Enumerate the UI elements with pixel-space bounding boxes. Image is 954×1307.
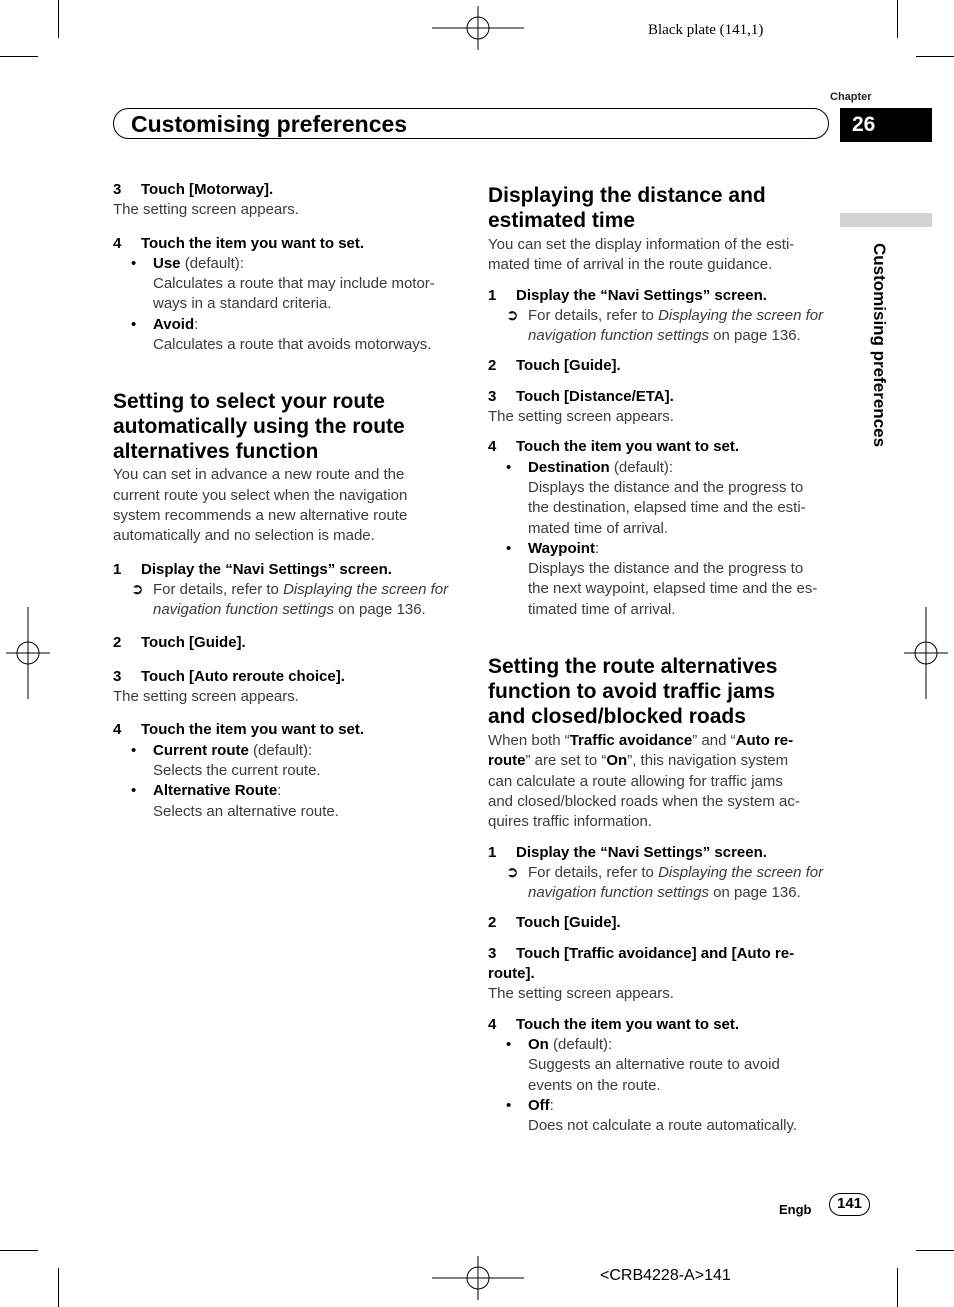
item-description: Does not calculate a route automatically. [528,1117,798,1135]
list-item: • Destination (default): [488,458,834,478]
bullet-icon: • [131,782,137,800]
bullet-icon: • [131,315,137,333]
body-text: The setting screen appears. [488,985,674,1003]
item-description: Selects an alternative route. [153,802,339,820]
list-item: • Off: [488,1096,834,1116]
step: 3 Touch [Distance/ETA]. [488,387,674,405]
item-description: Calculates a route that may include motor- [153,275,435,293]
list-item: • On (default): [488,1035,834,1055]
crop-mark [897,1268,898,1307]
side-tab-label: Customising preferences [870,243,889,448]
left-column [113,180,459,822]
section-heading: Displaying the distance and estimated time [488,184,766,232]
arrow-icon: ➲ [506,306,519,324]
bullet-icon: • [131,741,137,759]
arrow-icon: ➲ [506,863,519,881]
bullet-icon: • [506,458,512,476]
section-heading: Setting to select your route automatically using the route alternatives function [113,390,405,464]
item-description: Suggests an alternative route to avoid [528,1056,780,1074]
step: 4 Touch the item you want to set. [113,234,365,252]
crop-mark [916,1250,954,1251]
body-text: The setting screen appears. [113,688,299,706]
list-item: • Avoid: [113,315,459,335]
reference-note: ➲ For details, refer to Displaying the screen for navigation function settings on page 136. [506,306,824,345]
right-column [488,183,834,1136]
language-code: Engb [779,1202,812,1217]
item-description: Displays the distance and the progress to [528,478,804,496]
crop-mark [58,0,59,38]
body-text: You can set the display information of the esti- mated time of arrival in the route guidance. [488,236,795,274]
step: 4 Touch the item you want to set. [113,721,365,739]
chapter-label: Chapter [830,91,872,103]
step: 4 Touch the item you want to set. [488,438,740,456]
bullet-icon: • [506,1035,512,1053]
list-item: • Use (default): [113,254,459,274]
list-item: • Waypoint: [488,539,834,559]
page-number: 141 [829,1193,870,1216]
body-text: The setting screen appears. [113,201,299,219]
step: 3 Touch [Motorway]. [113,181,274,198]
registration-mark-icon [904,607,948,699]
registration-mark-icon [432,1256,524,1300]
bullet-icon: • [506,1096,512,1114]
section-heading: Setting the route alternatives function to avoid traffic jams and closed/blocked roads [488,655,778,729]
list-item: • Alternative Route: [113,781,459,801]
reference-note: ➲ For details, refer to Displaying the screen for navigation function settings on page 136. [131,580,449,619]
body-text: You can set in advance a new route and the current route you select when the navigation system recommends a new alternative route automatically and no selection is made. [113,466,408,545]
bullet-icon: • [506,539,512,557]
step: 4 Touch the item you want to set. [488,1015,740,1033]
crop-mark [58,1268,59,1307]
list-item: • Current route (default): [113,741,459,761]
item-description: mated time of arrival. [528,519,669,537]
item-description: the destination, elapsed time and the esti- [528,499,806,517]
page-title: Customising preferences [131,111,408,137]
crop-mark [0,56,38,57]
plate-label: Black plate (141,1) [648,22,764,38]
step: 2 Touch [Guide]. [488,914,621,932]
step: 3 Touch [Auto reroute choice]. [113,667,345,685]
crop-mark [916,56,954,57]
item-description: Displays the distance and the progress to [528,560,804,578]
body-text: The setting screen appears. [488,408,674,426]
print-code: <CRB4228-A>141 [600,1267,731,1284]
reference-note: ➲ For details, refer to Displaying the screen for navigation function settings on page 136. [506,863,824,902]
item-description: events on the route. [528,1076,661,1094]
step: 1 Display the “Navi Settings” screen. [488,286,767,304]
side-tab [840,213,932,227]
registration-mark-icon [6,607,50,699]
step: 3 Touch [Traffic avoidance] and [Auto re- route]. [488,944,795,983]
step: 1 Display the “Navi Settings” screen. [113,560,392,578]
item-description: Selects the current route. [153,761,321,779]
item-description: Calculates a route that avoids motorways. [153,336,432,354]
item-description: ways in a standard criteria. [153,295,332,313]
step: 1 Display the “Navi Settings” screen. [488,843,767,861]
item-description: the next waypoint, elapsed time and the es- [528,580,818,598]
crop-mark [0,1250,38,1251]
crop-mark [897,0,898,38]
step: 2 Touch [Guide]. [488,357,621,375]
arrow-icon: ➲ [131,580,144,598]
chapter-number: 26 [840,108,932,142]
body-text: When both “Traffic avoidance” and “Auto re- route” are set to “On”, this navigation system can calculate a route allowing for traffic jams and closed/blocked roads when the system ac- quires traffic information. [488,732,800,831]
bullet-icon: • [131,254,137,272]
item-description: timated time of arrival. [528,600,676,618]
step: 2 Touch [Guide]. [113,634,246,652]
registration-mark-icon [432,6,524,50]
